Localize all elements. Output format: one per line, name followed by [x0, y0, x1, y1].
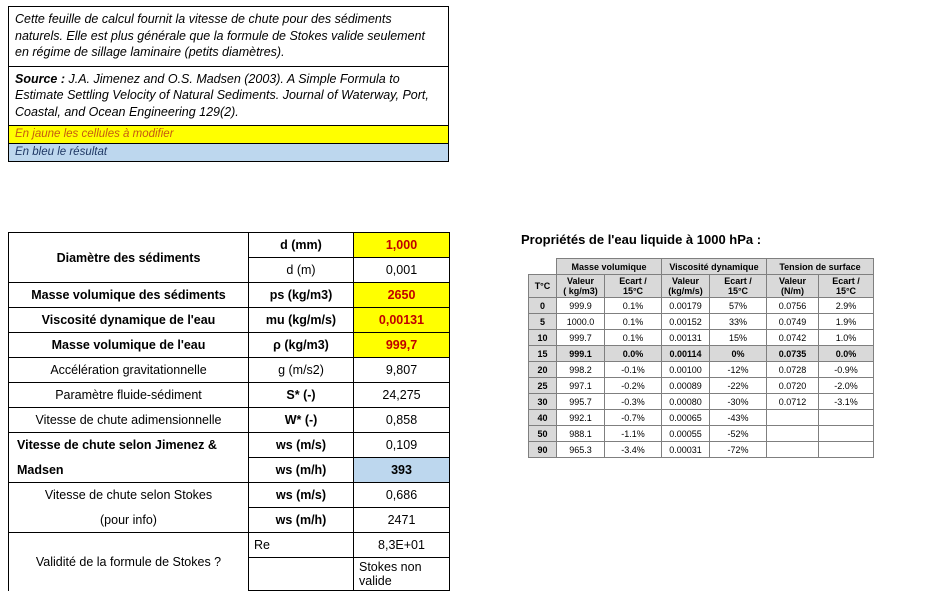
table-row: [529, 442, 874, 458]
table-row: [9, 283, 450, 308]
cell-mu-ecart: -52%: [710, 426, 767, 442]
cell-sigma-value: 0.0728: [767, 362, 819, 378]
intro-source-text: J.A. Jimenez and O.S. Madsen (2003). A Simple Formula to Estimate Settling Velocity of Natural Sediments. Journal of Waterway, Port, Coastal, and Ocean Engineering 129(2).: [15, 71, 429, 119]
cell-rho-ecart: -3.4%: [605, 442, 662, 458]
row-label-masse-sediments: Masse volumique des sédiments: [9, 283, 249, 308]
cell-temperature: 15: [529, 346, 557, 362]
row-value-mu[interactable]: 0,00131: [354, 308, 450, 333]
group-header-masse-volumique: Masse volumique: [557, 259, 662, 275]
cell-mu-ecart: -72%: [710, 442, 767, 458]
intro-note-box: [8, 6, 449, 162]
row-value-ws-ms-st: 0,686: [354, 483, 450, 508]
row-unit-ws-mh-jm: ws (m/h): [249, 458, 354, 483]
table-row: [9, 458, 450, 483]
row-label-validite: Validité de la formule de Stokes ?: [9, 533, 249, 591]
cell-temperature: 40: [529, 410, 557, 426]
column-header-sigma-value: [767, 275, 819, 298]
group-header-tension: Tension de surface: [767, 259, 874, 275]
water-group-header-row: [529, 259, 874, 275]
cell-mu-ecart: -22%: [710, 378, 767, 394]
row-label-jimenez-2: [9, 458, 249, 483]
column-header-mu-ecart: Ecart / 15°C: [710, 275, 767, 298]
cell-temperature: 50: [529, 426, 557, 442]
table-row: [9, 508, 450, 533]
row-label-stokes-line1: Vitesse de chute selon Stokes: [44, 488, 213, 503]
cell-mu-ecart: 33%: [710, 314, 767, 330]
row-unit-d-mm: d (mm): [249, 233, 354, 258]
column-header-rho-ecart: Ecart / 15°C: [605, 275, 662, 298]
water-column-header-row: [529, 275, 874, 298]
row-value-re: 8,3E+01: [354, 533, 450, 558]
cell-temperature: 90: [529, 442, 557, 458]
table-row: [529, 378, 874, 394]
column-header-rho-value-label: Valeur: [566, 276, 595, 286]
water-properties-table: [528, 258, 874, 458]
row-value-ps[interactable]: 2650: [354, 283, 450, 308]
cell-sigma-ecart: [819, 426, 874, 442]
cell-sigma-value: 0.0735: [767, 346, 819, 362]
row-label-adimensionnelle: Vitesse de chute adimensionnelle: [9, 408, 249, 433]
cell-sigma-value: 0.0742: [767, 330, 819, 346]
cell-rho-value: 995.7: [557, 394, 605, 410]
cell-temperature: 5: [529, 314, 557, 330]
table-row: [9, 333, 450, 358]
table-row: [529, 410, 874, 426]
cell-rho-ecart: 0.0%: [605, 346, 662, 362]
row-label-stokes-2: [9, 508, 249, 533]
row-unit-wstar: W* (-): [249, 408, 354, 433]
cell-mu-ecart: 57%: [710, 298, 767, 314]
intro-source-label: Source :: [15, 71, 66, 86]
row-unit-rho: ρ (kg/m3): [249, 333, 354, 358]
cell-rho-value: 999.9: [557, 298, 605, 314]
cell-mu-value: 0.00179: [662, 298, 710, 314]
column-header-rho-value-unit: ( kg/m3): [563, 286, 598, 296]
cell-sigma-ecart: -0.9%: [819, 362, 874, 378]
table-row: [529, 362, 874, 378]
cell-rho-value: 999.1: [557, 346, 605, 362]
column-header-mu-value-unit: (kg/m/s): [668, 286, 703, 296]
table-row: [529, 298, 874, 314]
cell-mu-ecart: -43%: [710, 410, 767, 426]
group-header-viscosite: Viscosité dynamique: [662, 259, 767, 275]
row-unit-ws-ms-jm: ws (m/s): [249, 433, 354, 458]
cell-mu-ecart: -12%: [710, 362, 767, 378]
cell-sigma-ecart: 1.9%: [819, 314, 874, 330]
column-header-sigma-value-unit: (N/m): [781, 286, 804, 296]
cell-mu-ecart: -30%: [710, 394, 767, 410]
row-unit-sstar: S* (-): [249, 383, 354, 408]
row-unit-ws-mh-st: ws (m/h): [249, 508, 354, 533]
cell-sigma-value: [767, 442, 819, 458]
row-value-rho[interactable]: 999,7: [354, 333, 450, 358]
cell-mu-value: 0.00131: [662, 330, 710, 346]
cell-mu-value: 0.00152: [662, 314, 710, 330]
cell-sigma-value: [767, 410, 819, 426]
cell-rho-value: 992.1: [557, 410, 605, 426]
table-row: [529, 346, 874, 362]
cell-mu-value: 0.00031: [662, 442, 710, 458]
intro-paragraph: Cette feuille de calcul fournit la vitesse de chute pour des sédiments naturels. Elle est plus générale que la formule de Stokes valide seulement en régime de sillage laminaire (petits diamètres).: [15, 12, 425, 59]
cell-mu-value: 0.00089: [662, 378, 710, 394]
legend-yellow: En jaune les cellules à modifier: [9, 125, 448, 143]
cell-sigma-value: [767, 426, 819, 442]
table-row: [9, 433, 450, 458]
cell-sigma-ecart: -2.0%: [819, 378, 874, 394]
cell-rho-ecart: 0.1%: [605, 314, 662, 330]
cell-rho-value: 1000.0: [557, 314, 605, 330]
cell-rho-ecart: -0.2%: [605, 378, 662, 394]
row-value-wstar: 0,858: [354, 408, 450, 433]
table-row: [9, 383, 450, 408]
row-label-jimenez-line2: Madsen: [17, 462, 64, 477]
cell-rho-value: 997.1: [557, 378, 605, 394]
row-label-stokes-1: [9, 483, 249, 508]
cell-mu-value: 0.00080: [662, 394, 710, 410]
column-header-mu-value: [662, 275, 710, 298]
cell-rho-value: 988.1: [557, 426, 605, 442]
legend-blue: En bleu le résultat: [9, 143, 448, 161]
row-label-stokes-line2: (pour info): [100, 512, 157, 527]
cell-sigma-ecart: 1.0%: [819, 330, 874, 346]
row-value-stokes-validity: Stokes non valide: [354, 558, 450, 591]
table-row: [529, 330, 874, 346]
cell-sigma-ecart: 2.9%: [819, 298, 874, 314]
row-value-d-mm[interactable]: 1,000: [354, 233, 450, 258]
table-row: [9, 483, 450, 508]
cell-sigma-ecart: [819, 410, 874, 426]
table-row: [529, 394, 874, 410]
row-unit-mu: mu (kg/m/s): [249, 308, 354, 333]
row-unit-g: g (m/s2): [249, 358, 354, 383]
cell-sigma-ecart: [819, 442, 874, 458]
cell-sigma-value: 0.0749: [767, 314, 819, 330]
row-value-d-m: 0,001: [354, 258, 450, 283]
cell-temperature: 25: [529, 378, 557, 394]
cell-rho-value: 965.3: [557, 442, 605, 458]
cell-temperature: 0: [529, 298, 557, 314]
row-unit-ps: ps (kg/m3): [249, 283, 354, 308]
cell-sigma-value: 0.0712: [767, 394, 819, 410]
row-label-masse-eau: Masse volumique de l'eau: [9, 333, 249, 358]
row-unit-empty: [249, 558, 354, 591]
cell-rho-ecart: 0.1%: [605, 330, 662, 346]
settling-velocity-table: [8, 232, 450, 591]
table-row: [529, 426, 874, 442]
cell-rho-value: 999.7: [557, 330, 605, 346]
row-label-parametre: Paramètre fluide-sédiment: [9, 383, 249, 408]
row-unit-re: Re: [249, 533, 354, 558]
cell-mu-value: 0.00055: [662, 426, 710, 442]
row-value-sstar: 24,275: [354, 383, 450, 408]
table-row: [9, 358, 450, 383]
intro-source: [9, 66, 448, 126]
row-value-ws-ms-jm: 0,109: [354, 433, 450, 458]
cell-mu-value: 0.00114: [662, 346, 710, 362]
table-row: [9, 233, 450, 258]
cell-mu-ecart: 15%: [710, 330, 767, 346]
cell-sigma-value: 0.0720: [767, 378, 819, 394]
table-row: [9, 533, 450, 558]
table-row: [9, 308, 450, 333]
table-row: [529, 314, 874, 330]
cell-rho-ecart: -1.1%: [605, 426, 662, 442]
cell-rho-ecart: -0.3%: [605, 394, 662, 410]
row-label-jimenez-1: [9, 433, 249, 458]
cell-rho-ecart: -0.7%: [605, 410, 662, 426]
cell-temperature: 30: [529, 394, 557, 410]
column-header-sigma-ecart: Ecart / 15°C: [819, 275, 874, 298]
column-header-temperature: T°C: [529, 275, 557, 298]
row-value-g: 9,807: [354, 358, 450, 383]
cell-sigma-value: 0.0756: [767, 298, 819, 314]
row-label-gravite: Accélération gravitationnelle: [9, 358, 249, 383]
cell-rho-value: 998.2: [557, 362, 605, 378]
cell-mu-value: 0.00100: [662, 362, 710, 378]
cell-mu-value: 0.00065: [662, 410, 710, 426]
row-value-ws-mh-jm: 393: [354, 458, 450, 483]
column-header-mu-value-label: Valeur: [671, 276, 700, 286]
cell-sigma-ecart: -3.1%: [819, 394, 874, 410]
cell-sigma-ecart: 0.0%: [819, 346, 874, 362]
table-row: [9, 408, 450, 433]
row-unit-ws-ms-st: ws (m/s): [249, 483, 354, 508]
cell-temperature: 10: [529, 330, 557, 346]
cell-rho-ecart: -0.1%: [605, 362, 662, 378]
column-header-sigma-value-label: Valeur: [778, 276, 807, 286]
group-header-blank: [529, 259, 557, 275]
row-value-ws-mh-st: 2471: [354, 508, 450, 533]
cell-rho-ecart: 0.1%: [605, 298, 662, 314]
row-label-viscosite: Viscosité dynamique de l'eau: [9, 308, 249, 333]
cell-mu-ecart: 0%: [710, 346, 767, 362]
row-label-jimenez-line1: Vitesse de chute selon Jimenez &: [17, 438, 217, 453]
column-header-rho-value: [557, 275, 605, 298]
cell-temperature: 20: [529, 362, 557, 378]
row-unit-d-m: d (m): [249, 258, 354, 283]
water-properties-title: Propriétés de l'eau liquide à 1000 hPa :: [521, 232, 762, 247]
row-label-diametre: Diamètre des sédiments: [9, 233, 249, 283]
